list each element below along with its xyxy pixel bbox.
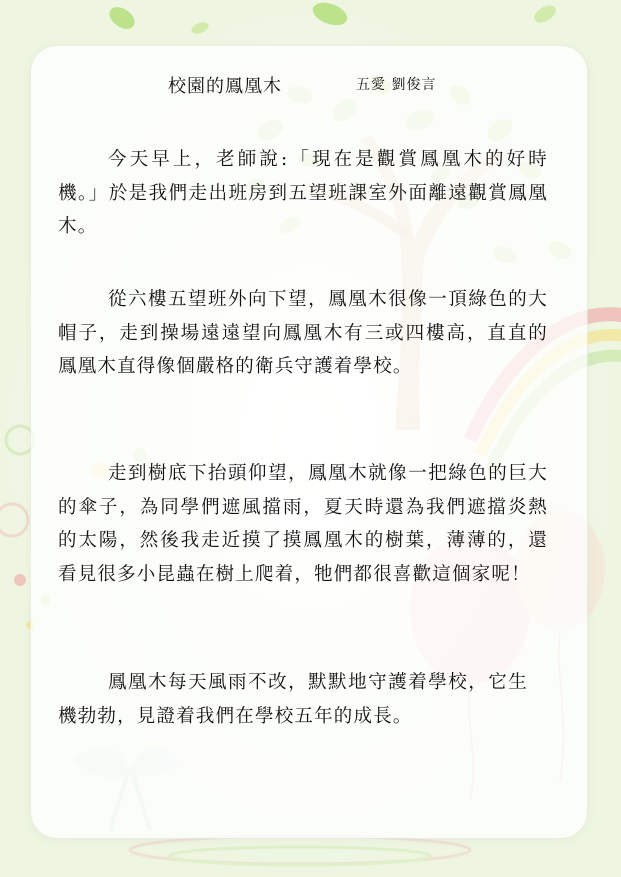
paragraph-3: 走到樹底下抬頭仰望，鳳凰木就像一把綠色的巨大的傘子，為同學們遮風擋雨，夏天時還為我們遮擋炎熱的太陽，然後我走近摸了摸鳳凰木的樹葉，薄薄的，還看見很多小昆蟲在樹上爬着，牠們都很喜歡這個家呢！ — [58, 463, 548, 585]
paragraph-1: 今天早上，老師說:「現在是觀賞鳳凰木的好時機。」於是我們走出班房到五望班課室外面離遠觀賞鳳凰木。 — [58, 149, 548, 237]
paragraph-2: 從六樓五望班外向下望，鳳凰木很像一頂綠色的大帽子，走到操場遠遠望向鳳凰木有三或四樓高，直直的鳳凰木直得像個嚴格的衛兵守護着學校。 — [58, 289, 548, 377]
essay-author: 五愛 劉俊言 — [356, 77, 437, 93]
essay-title: 校園的鳳凰木 — [168, 76, 282, 97]
paragraph-4: 鳳凰木每天風雨不改，默默地守護着學校，它生機勃勃，見證着我們在學校五年的成長。 — [58, 672, 528, 727]
